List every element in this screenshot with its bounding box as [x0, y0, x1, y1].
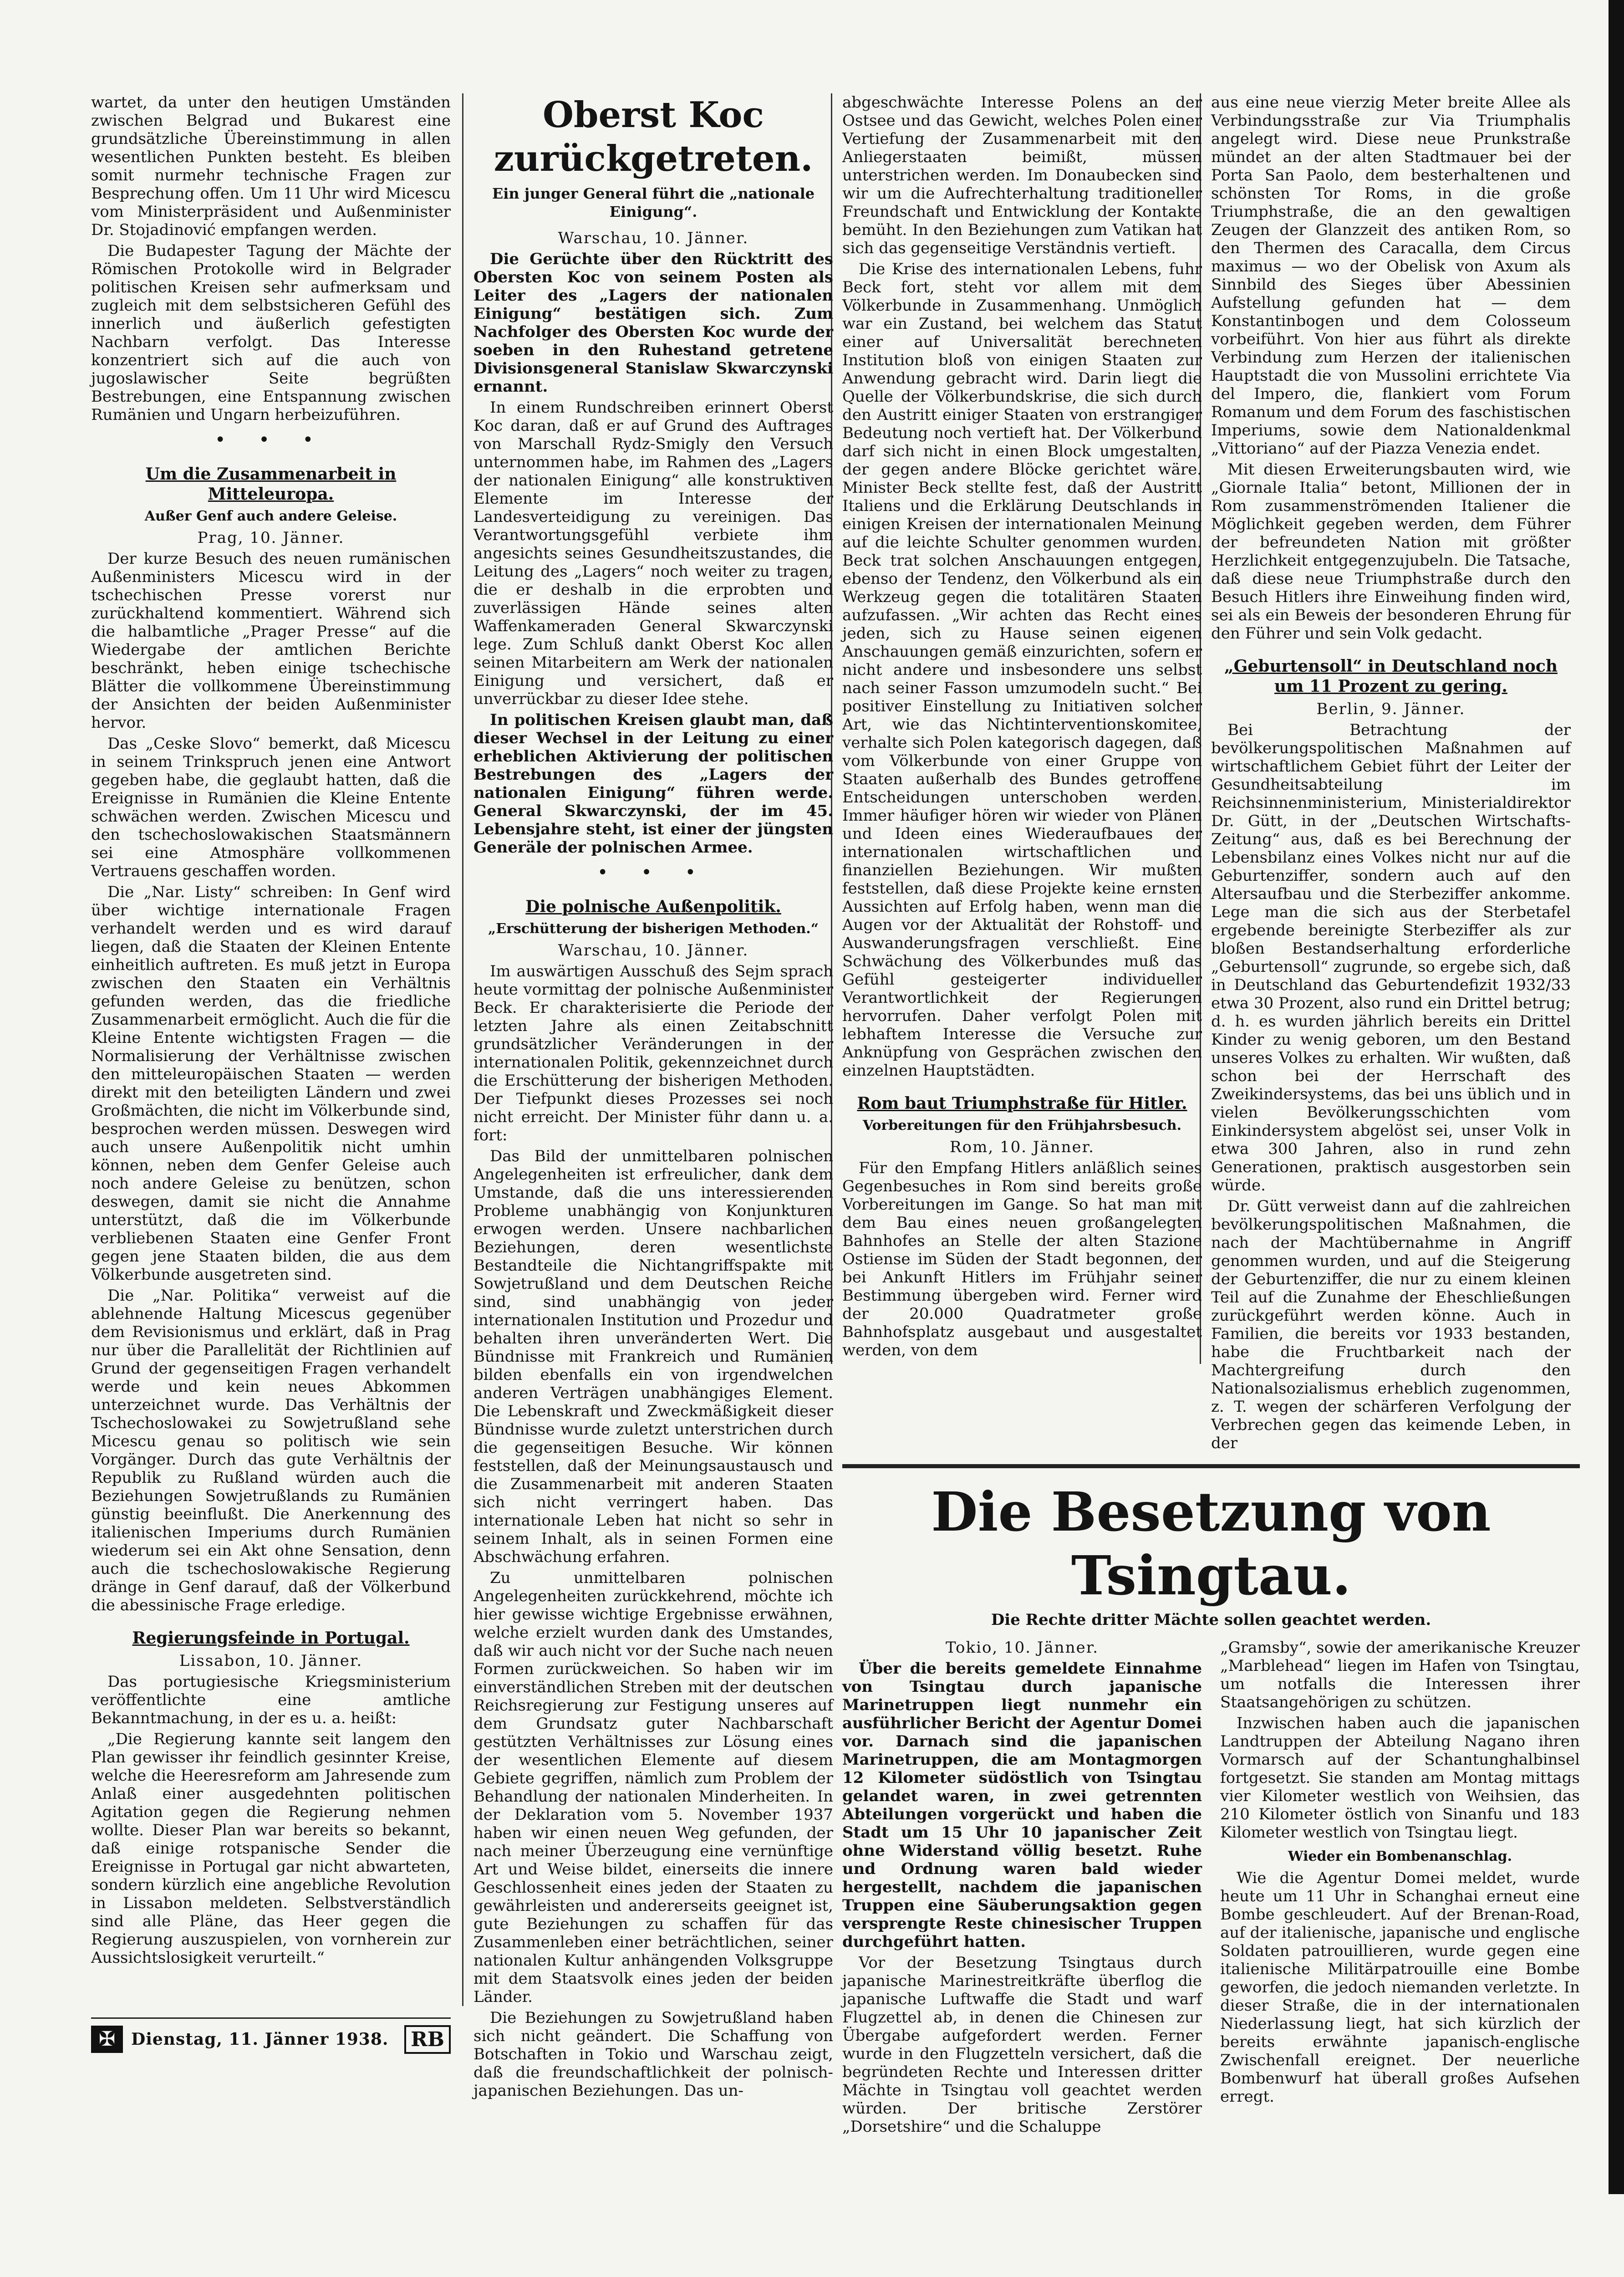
- article-headline: Die polnische Außenpolitik.: [525, 897, 781, 916]
- paragraph: Die Budapester Tagung der Mächte der Römischen Protokolle wird in Belgrader politischen Kreisen sehr aufmerksam und zugleich mit dem selbstsicheren Gefühl des innerlich und äußerlich gefestigten Nachbarn verfolgt. Das Interesse konzentriert sich auf die auch von jugoslawischer Seite begrüßten Bestrebungen, eine Entspannung zwischen Rumänien und Ungarn herbeizuführen.: [91, 242, 451, 424]
- paragraph: Für den Empfang Hitlers anläßlich seines Gegenbesuches in Rom sind bereits große Vorbereitungen im Gange. So hat man mit dem Bau eines neuen großangelegten Bahnhofes an Stelle der alten Stazione Ostiense im Süden der Stadt begonnen, der bei Ankunft Hitlers im Frühjahr seiner Bestimmung übergeben wird. Ferner wird der 20.000 Quadratmeter große Bahnhofsplatz ausgebaut und ausgestaltet werden, von dem: [842, 1159, 1202, 1359]
- column-4: [1211, 93, 1571, 1455]
- dateline: Prag, 10. Jänner.: [197, 529, 345, 547]
- tsingtau-article: [842, 1464, 1580, 2277]
- separator-dots: • • •: [597, 862, 710, 883]
- paragraph: Die Beziehungen zu Sowjetrußland haben sich nicht geändert. Die Schaffung von Botschaften in Tokio und Warschau zeigt, daß die freundschaftlichkeit der polnisch-japanischen Beziehungen. Das un-: [473, 2009, 833, 2100]
- paragraph: Zu unmittelbaren polnischen Angelegenheiten zurückkehrend, möchte ich hier gewisse wichtige Ergebnisse erwähnen, welche erzielt wurden dank des Umstandes, daß wir auch nicht vor der Suche nach neuen Formen zurückweichen. So haben wir im einverständlichen Streben mit der deutschen Reichsregierung zur Festigung unseres auf dem Grundsatz guter Nachbarschaft gestützten Verhältnisses zur Lösung eines der wesentlichen Elemente auf diesem Gebiete gegriffen, nämlich zum Problem der Behandlung der nationalen Minderheiten. In der Deklaration vom 5. November 1937 haben wir einen neuen Weg gefunden, der nach meiner Überzeugung eine vernünftige Art und Weise bildet, einerseits die innere Geschlossenheit eines jeden der Staaten zu gewährleisten und andererseits geeignet ist, gute Beziehungen zu schaffen für das Zusammenleben einer beträchtlichen, seiner nationalen Kultur anhängenden Volksgruppe mit dem Staatsvolk eines jeden der beiden Länder.: [473, 1569, 833, 2006]
- article-headline: Rom baut Triumphstraße für Hitler.: [857, 1094, 1187, 1113]
- eagle-icon: ✠: [91, 2026, 123, 2053]
- column-3: [842, 93, 1202, 1362]
- paragraph: Das portugiesische Kriegsministerium veröffentlichte eine amtliche Bekanntmachung, in der es u. a. heißt:: [91, 1673, 451, 1727]
- column-rule: [462, 93, 463, 2006]
- paragraph: Vor der Besetzung Tsingtaus durch japanische Marinestreitkräfte überflog die japanische Luftwaffe die Stadt und warf Flugzettel ab, in denen die Chinesen zur Übergabe aufgefordert werden. Ferner wurde in den Flugzetteln versichert, daß die begründeten Rechte und Interessen dritter Mächte in Tsingtau voll geachtet werden würden. Der britische Zerstörer „Dorsetshire“ und die Schaluppe: [842, 1954, 1202, 2136]
- dateline: Warschau, 10. Jänner.: [558, 941, 749, 960]
- article-subheadline: Außer Genf auch andere Geleise.: [144, 508, 397, 524]
- article-subheadline: „Erschütterung der bisherigen Methoden.“: [488, 921, 819, 937]
- tsingtau-column-right: [1220, 1639, 1580, 2109]
- paragraph: Bei Betrachtung der bevölkerungspolitischen Maßnahmen auf wirtschaftlichem Gebiet führt der Leiter der Gesundheitsabteilung im Reichsinnenministerium, Ministerialdirektor Dr. Gütt, in der „Deutschen Wirtschafts-Zeitung“ aus, daß es bei Berechnung der Lebensbilanz eines Volkes nicht nur auf die Geburtenziffer, sondern auch auf den Altersaufbau und die Sterbeziffer ankomme. Lege man die sich aus der Sterbetafel ergebende bereinigte Sterbeziffer als zur bloßen Bestandserhaltung erforderliche „Geburtensoll“ zugrunde, so ergebe sich, daß in Deutschland das Geburtendefizit 1932/33 etwa 30 Prozent, also rund ein Drittel betrug; d. h. es wurden jährlich bereits ein Drittel Kinder zu wenig geboren, um den Bestand unseres Volkes zu erhalten. Wir wußten, daß schon bei der Herrschaft des Zweikindersystems, das bei uns üblich und in vielen Bevölkerungsschichten vom Einkindersystem abgelöst sei, unser Volk in etwa 300 Jahren, also in rund zehn Generationen, praktisch ausgestorben sein würde.: [1211, 721, 1571, 1195]
- paragraph: Der kurze Besuch des neuen rumänischen Außenministers Micescu wird in der tschechischen Presse vorerst nur zurückhaltend kommentiert. Während sich die halbamtliche „Prager Presse“ auf die Wiedergabe der amtlichen Berichte beschränkt, heben einige tschechische Blätter die vollkommene Übereinstimmung der Ansichten der beiden Außenminister hervor.: [91, 550, 451, 732]
- dateline: Rom, 10. Jänner.: [950, 1138, 1095, 1156]
- tsingtau-columns: [842, 1639, 1580, 2277]
- dateline: Tokio, 10. Jänner.: [945, 1639, 1099, 1657]
- paragraph: „Die Regierung kannte seit langem den Plan gewisser ihr feindlich gesinnter Kreise, welche die Heeresreform am Jahresende zum Anlaß einer ausgedehnten politischen Agitation gegen die Regierung nehmen wollte. Dieser Plan war bereits so bekannt, daß einige rotspanische Sender die Ereignisse in Portugal gar nicht abwarteten, sondern kürzlich eine angebliche Revolution in Lissabon meldeten. Selbstverständlich sind alle Pläne, das Heer gegen die Regierung auszuspielen, von vornherein zur Aussichtslosigkeit verurteilt.“: [91, 1730, 451, 1967]
- paragraph: Über die bereits gemeldete Einnahme von Tsingtau durch japanische Marinetruppen liegt nunmehr ein ausführlicher Bericht der Agentur Domei vor. Darnach sind die japanischen Marinetruppen, die am Montagmorgen 12 Kilometer südöstlich von Tsingtau gelandet waren, in zwei getrennten Abteilungen vorgerückt und haben die Stadt um 15 Uhr 10 japanischer Zeit ohne Widerstand völlig besetzt. Ruhe und Ordnung waren bald wieder hergestellt, nachdem die japanischen Truppen eine Säuberungsaktion gegen versprengte Reste chinesischer Truppen durchgeführt hatten.: [842, 1659, 1202, 1951]
- paragraph: Inzwischen haben auch die japanischen Landtruppen der Abteilung Nagano ihren Vormarsch auf der Schantunghalbinsel fortgesetzt. Sie standen am Montag mittags vier Kilometer westlich von Weihsien, das 210 Kilometer östlich von Sinanfu und 183 Kilometer westlich von Tsingtau liegt.: [1220, 1714, 1580, 1842]
- dateline: Warschau, 10. Jänner.: [558, 229, 749, 247]
- article-headline: Regierungsfeinde in Portugal.: [132, 1629, 410, 1648]
- tsingtau-headline: Die Besetzung von Tsingtau.: [931, 1480, 1491, 1607]
- column-1: [91, 93, 451, 1970]
- dateline: Berlin, 9. Jänner.: [1316, 700, 1466, 718]
- article-subheadline: Wieder ein Bombenanschlag.: [1288, 1848, 1512, 1864]
- paragraph: wartet, da unter den heutigen Umständen zwischen Belgrad und Bukarest eine grundsätzliche Übereinstimmung in allen wesentlichen Punkten besteht. Es bleiben somit nurmehr technische Fragen zur Besprechung offen. Um 11 Uhr wird Micescu vom Ministerpräsident und Außenminister Dr. Stojadinović empfangen werden.: [91, 93, 451, 239]
- paragraph: abgeschwächte Interesse Polens an der Ostsee und das Gewicht, welches Polen einer Vertiefung der Zusammenarbeit mit den Anliegerstaaten beimißt, müssen unterstrichen werden. Im Donaubecken sind wir um die Aufrechterhaltung traditioneller Freundschaft und Entwicklung der Kontakte bemüht. In den Beziehungen zum Vatikan hat sich das gegenseitige Verständnis vertieft.: [842, 93, 1202, 257]
- article-headline: „Geburtensoll“ in Deutschland noch um 11 Prozent zu gering.: [1224, 657, 1558, 696]
- paragraph: In politischen Kreisen glaubt man, daß dieser Wechsel in der Leitung zu einer erheblichen Aktivierung der politischen Bestrebungen des „Lagers der nationalen Einigung“ führen werde. General Skwarczynski, der im 45. Lebensjahre steht, ist einer der jüngsten Generäle der polnischen Armee.: [473, 711, 833, 857]
- column-2: [473, 93, 833, 2103]
- article-headline: Um die Zusammenarbeit in Mitteleuropa.: [145, 465, 397, 504]
- tsingtau-column-left: [842, 1639, 1202, 2139]
- paragraph: Im auswärtigen Ausschuß des Sejm sprach heute vormittag der polnische Außenminister Beck. Er charakterisierte die Periode der letzten Jahre als einen Zeitabschnitt grundsätzlicher Veränderungen in der internationalen Politik, gekennzeichnet durch die Erschütterung der bisherigen Methoden. Der Tiefpunkt dieses Prozesses sei noch nicht erreicht. Der Minister führ dann u. a. fort:: [473, 962, 833, 1144]
- paragraph: In einem Rundschreiben erinnert Oberst Koc daran, daß er auf Grund des Auftrages von Marschall Rydz-Smigly den Versuch unternommen habe, im Rahmen des „Lagers der nationalen Einigung“ alle konstruktiven Elemente im Interesse der Landesverteidigung zu vereinigen. Das Verantwortungsgefühl verbiete ihm angesichts seines Gesundheitszustandes, die Leitung des „Lagers“ noch weiter zu tragen, die er deshalb in die erprobten und zuverlässigen Hände seines alten Waffenkameraden General Skwarczynski lege. Zum Schluß dankt Oberst Koc allen seinen Mitarbeitern am Werk der nationalen Einigung und versichert, daß er unverrückbar zu dieser Idee stehe.: [473, 398, 833, 708]
- page-marker: RB: [404, 2025, 451, 2054]
- paragraph: Dr. Gütt verweist dann auf die zahlreichen bevölkerungspolitischen Maßnahmen, die nach der Machtübernahme in Angriff genommen wurden, und auf die Steigerung der Geburtenziffer, die nur zu einem kleinen Teil auf die Zunahme der Eheschließungen zurückgeführt werden könne. Auch in Familien, die bereits vor 1933 bestanden, habe die Fruchtbarkeit nach der Machtergreifung durch den Nationalsozialismus erheblich zugenommen, z. T. wegen der schärferen Verfolgung der Verbrechen gegen das keimende Leben, in der: [1211, 1197, 1571, 1452]
- paragraph: Die „Nar. Listy“ schreiben: In Genf wird über wichtige internationale Fragen verhandelt werden und es wird darauf liegen, daß die Staaten der Kleinen Entente einheitlich auftreten. Es muß jetzt in Europa zwischen den Staaten ein Verhältnis gefunden werden, das die friedliche Zusammenarbeit ermöglicht. Auch die für die Kleine Entente wichtigsten Fragen — die Normalisierung der Verhältnisse zwischen den mitteleuropäischen Staaten — werden direkt mit den beteiligten Ländern und zwei Großmächten, die nicht im Völkerbunde sind, besprochen werden müssen. Deswegen wird auch unsere Außenpolitik nicht umhin können, neben dem Genfer Geleise auch noch andere Geleise zu benützen, schon deswegen, damit sie nicht die Annahme unterstützt, daß die im Völkerbunde verbliebenen Staaten eine Genfer Front gegen jene Staaten bilden, die aus dem Völkerbunde ausgetreten sind.: [91, 883, 451, 1284]
- paragraph: Mit diesen Erweiterungsbauten wird, wie „Giornale Italia“ betont, Millionen der in Rom zusammenströmenden Italiener die Möglichkeit gegeben werden, dem Führer der befreundeten Nation mit größter Herzlichkeit entgegenzujubeln. Die Tatsache, daß diese neue Triumphstraße durch den Besuch Hitlers ihre Einweihung finden wird, sei als ein Beweis der besonderen Ehrung für den Führer und sein Volk gedacht.: [1211, 460, 1571, 643]
- paragraph: Die „Nar. Politika“ verweist auf die ablehnende Haltung Micescus gegenüber dem Revisionismus und erklärt, daß in Prag nur über die Parallelität der Richtlinien auf Grund der gegenseitigen Fragen verhandelt werde und kein neues Abkommen unterzeichnet wurde. Das Verhältnis der Tschechoslowakei zu Sowjetrußland sehe Micescu genau so politisch wie sein Vorgänger. Durch das gute Verhältnis der Republik zu Rußland würden auch die Beziehungen Sowjetrußlands zu Rumänien günstig beeinflußt. Die Anerkennung des italienischen Imperiums durch Rumänien wiederum sei ein Akt ohne Sensation, denn auch die tschechoslowakische Regierung dränge in Genf darauf, daß der Völkerbund die abessinische Frage erledige.: [91, 1287, 451, 1614]
- tsingtau-subheadline: Die Rechte dritter Mächte sollen geachtet werden.: [991, 1611, 1431, 1629]
- paragraph: Wie die Agentur Domei meldet, wurde heute um 11 Uhr in Schanghai erneut eine Bombe geschleudert. Auf der Brenan-Road, auf der italienische, japanische und englische Soldaten patrouillieren, wurde gegen eine italienische Militärpatrouille eine Bombe geworfen, die jedoch niemanden verletzte. In dieser Straße, die in der internationalen Niederlassung liegt, hat sich kürzlich der bereits erwähnte japanisch-englische Zwischenfall ereignet. Der neuerliche Bombenwurf hat überall großes Aufsehen erregt.: [1220, 1869, 1580, 2106]
- paragraph: Das Bild der unmittelbaren polnischen Angelegenheiten ist erfreulicher, dank dem Umstande, daß die uns interessierenden Probleme unabhängig von Konjunkturen erwogen werden. Unsere nachbarlichen Beziehungen, deren wesentlichste Bestandteile die Nichtangriffspakte mit Sowjetrußland und dem Deutschen Reiche sind, sind unabhängig von jeder internationalen Institution und Prozedur und behalten ihren unveränderten Wert. Die Bündnisse mit Frankreich und Rumänien bilden ebenfalls ein von irgendwelchen anderen Verträgen unabhängiges Element. Die Lebenskraft und Zweckmäßigkeit dieser Bündnisse wurde zuletzt unterstrichen durch die gegenseitigen Besuche. Wir können feststellen, daß der Meinungsaustausch und die Zusammenarbeit mit anderen Staaten sich nicht verringert haben. Das internationale Leben hat nicht so sehr in seinem Inhalt, als in seinen Formen eine Abschwächung erfahren.: [473, 1147, 833, 1566]
- scan-edge: [1609, 0, 1624, 2194]
- dateline: Lissabon, 10. Jänner.: [179, 1652, 363, 1670]
- paragraph: Die Gerüchte über den Rücktritt des Obersten Koc von seinem Posten als Leiter des „Lagers der nationalen Einigung“ bestätigen sich. Zum Nachfolger des Obersten Koc wurde der soeben in den Ruhestand getretene Divisionsgeneral Stanislaw Skwarczynski ernannt.: [473, 250, 833, 396]
- article-subheadline: Vorbereitungen für den Frühjahrsbesuch.: [862, 1118, 1182, 1133]
- paragraph: Das „Ceske Slovo“ bemerkt, daß Micescu in seinem Trinkspruch jenen eine Antwort gegeben habe, die geglaubt hatten, daß die Ereignisse in Rumänien die Kleine Entente schwächen werden. Zwischen Micescu und den tschechoslowakischen Staatsmännern sei eine Atmosphäre vollkommenen Vertrauens geschaffen worden.: [91, 735, 451, 880]
- paragraph: Die Krise des internationalen Lebens, fuhr Beck fort, steht vor allem mit dem Völkerbunde in Zusammenhang. Unmöglich war ein Zustand, bei welchem das Statut einer auf Universalität berechneten Institution bloß von einigen Staaten zur Anwendung gebracht wird. Darin liegt die Quelle der Völkerbundskrise, die sich durch den Austritt einiger Staaten von erstrangiger Bedeutung noch vertieft hat. Der Völkerbund darf sich nicht in einen Block umgestalten, der gegen andere Blöcke gerichtet wäre. Minister Beck stellte fest, daß der Austritt Italiens und die Erklärung Deutschlands in einigen Kreisen der internationalen Meinung auf die leichte Schulter genommen wurden. Beck trat solchen Anschauungen entgegen, ebenso der Tendenz, den Völkerbund als ein Werkzeug gegen die totalitären Staaten aufzufassen. „Wir achten das Recht eines jeden, sich zu Hause seinen eigenen Anschauungen gemäß einzurichten, sofern er nicht andere und insbesondere uns selbst nach seiner Fasson umzumodeln sucht.“ Bei positiver Einstellung zu Initiativen solcher Art, wie das Nichtinterventionskomitee, verhalte sich Polen kategorisch dagegen, daß vom Völkerbunde von einer Gruppe von Staaten außerhalb des Bundes getroffene Entscheidungen unterschoben werden. Immer häufiger hören wir wieder von Plänen und Ideen eines Wiederaufbaues der internationalen wirtschaftlichen und finanziellen Beziehungen. Wir mußten feststellen, daß diese Projekte keine ernsten Aussichten auf Erfolg haben, wenn man die Augen vor der Aktualität der Rohstoff- und Auswanderungsfragen verschließt. Eine Schwächung des Völkerbundes muß das Gefühl gesteigerter individueller Verantwortlichkeit der Regierungen hervorrufen. Daher verfolgt Polen mit lebhaftem Interesse die Versuche zur Anknüpfung von Gesprächen zwischen den einzelnen Hauptstädten.: [842, 260, 1202, 1080]
- paragraph: aus eine neue vierzig Meter breite Allee als Verbindungsstraße zur Via Triumphalis angelegt wird. Diese neue Prunkstraße mündet an der alten Stadtmauer bei der Porta San Paolo, dem besterhaltenen und schönsten Tor Roms, in die große Triumphstraße, die an den gewaltigen Zeugen der Glanzzeit des antiken Rom, so den Thermen des Caracalla, dem Circus maximus — wo der Obelisk von Axum als Sinnbild des Sieges über Abessinien Aufstellung gefunden hat — dem Konstantinbogen und dem Colosseum vorbeiführt. Von hier aus führt als direkte Verbindung zum Herzen der italienischen Hauptstadt die von Mussolini errichtete Via del Impero, die, flankiert vom Forum Romanum und dem Forum des faschistischen Imperiums, sowie dem Nationaldenkmal „Vittoriano“ auf der Piazza Venezia endet.: [1211, 93, 1571, 458]
- main-headline: Oberst Koc zurückgetreten.: [494, 94, 813, 179]
- separator-dots: • • •: [214, 429, 327, 450]
- page-footer: [91, 2017, 451, 2060]
- issue-date: Dienstag, 11. Jänner 1938.: [131, 2030, 389, 2049]
- main-subheadline: Ein junger General führt die „nationale Einigung“.: [492, 185, 815, 220]
- paragraph: „Gramsby“, sowie der amerikanische Kreuzer „Marblehead“ liegen im Hafen von Tsingtau, um notfalls die Interessen ihrer Staatsangehörigen zu schützen.: [1220, 1639, 1580, 1711]
